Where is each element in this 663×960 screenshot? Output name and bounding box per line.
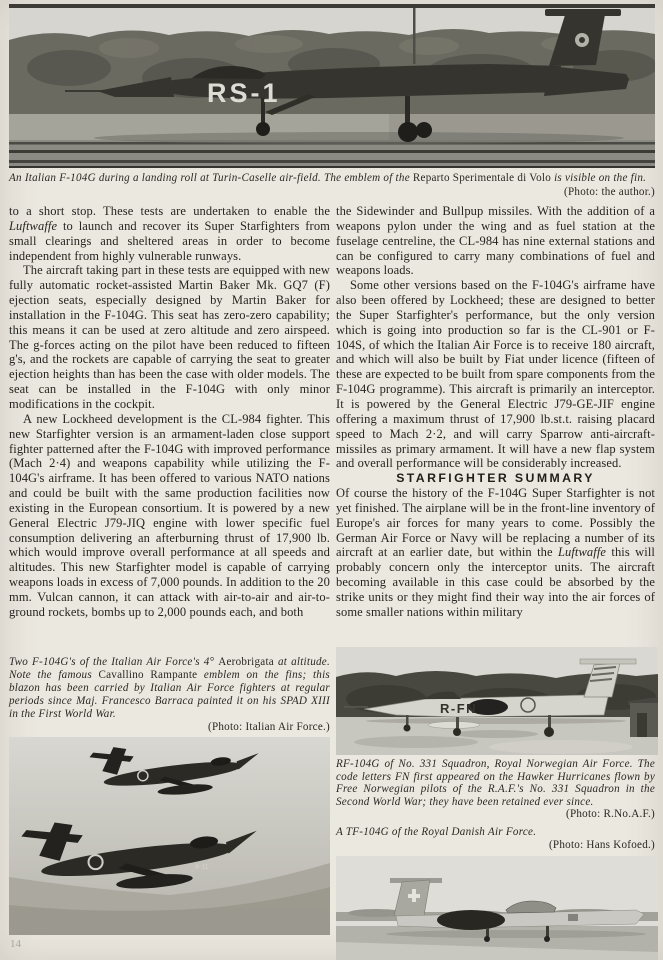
aircraft-shadow <box>366 718 626 724</box>
paragraph: the Sidewinder and Bullpup missiles. With the addition of a weapons pylon under the wing and as fuel station at the fuselage centreline, the CL-984 has nine external stations and can be configured to carry many combinations of fuel and weapons loads. <box>336 204 655 278</box>
paragraph: Some other versions based on the F-104G's airframe have also been offered by Lockheed; these are designed to better the Super Starfighter's performance, but the only version which is going into production so far is the CL-901 or F-104S, of which the Italian Air Force is to receive 180 aircraft, and which will also be built by Fiat under licence (fifteen of these are expected to be built from spare components from the F-104G programme). This aircraft is primarily an interceptor. It is powered by the General Electric J79-GE-JIF engine offering a maximum thrust of 17,900 lb.st.t. raising placard speed to Mach 2·2, and will carry Sparrow anti-aircraft-missiles as primary armament. It will have a new flap system and overall performance will be considerably increased. <box>336 278 655 471</box>
text-run: Cavallino Rampante <box>98 669 198 681</box>
text-run-italic: Luftwaffe <box>9 218 58 233</box>
caption-body: RF-104G of No. 331 Squadron, Royal Norwegian Air Force. The code letters FN first appeared on the Hawker Hurricanes flown by Free Norwegian pilots of the R.A.F.'s No. 331 Squadron in the Second World War; they have been retained ever since. <box>336 758 655 808</box>
top-photo-caption <box>9 172 655 199</box>
page-number: 14 <box>10 938 21 950</box>
photo-credit: (Photo: the author.) <box>564 186 655 198</box>
section-heading-starfighter-summary: STARFIGHTER SUMMARY <box>396 471 595 486</box>
aircraft-shadow <box>386 930 646 938</box>
paragraph: A new Lockheed development is the CL-984 fighter. This new Starfighter version is an armament-laden close support fighter patterned after the F-104G with improved performance (Mach 2·4) and weapons capability while utilizing the F-104G's airframe. It has been offered to various NATO nations and could be built with the same production facilities now existing in the European consortium. It is powered by a new General Electric J79-JIQ engine with lower specific fuel consumption delivering an afterburning thrust of 17,900 lb. which would improve overall performance at all speeds and altitudes. This new Starfighter model is capable of carrying weapons loads in excess of 7,000 pounds. In addition to the 20 mm. Vulcan cannon, it can attack with air-to-air and air-to-ground rockets, bombs up to 2,000 pounds each, and both <box>9 411 330 619</box>
photo-credit: (Photo: Hans Kofoed.) <box>548 838 655 851</box>
photo-credit: (Photo: R.No.A.F.) <box>566 808 655 820</box>
top-photo-art <box>9 4 655 168</box>
left-photo-art <box>9 737 330 935</box>
caption-text: is visible on the fin. <box>551 172 647 184</box>
antenna-pole <box>413 8 416 64</box>
right-photo-rf104g <box>336 647 658 755</box>
right-photo2-caption <box>336 826 655 851</box>
text-run: to a short stop. These tests are undertaken to enable the <box>9 204 330 218</box>
right-photo1-caption <box>336 758 655 821</box>
paragraph: The aircraft taking part in these tests are equipped with new fully automatic rocket-assisted Martin Baker Mk. GQ7 (F) ejection seats, especially designed by Martin Baker for installation in the F-104G. This seat has zero-zero capability; this means it can be used at zero altitude and zero airspeed. The g-forces acting on the pilot have been reduced to fifteen g's, and the rockets are capable of carrying the seat to greater ejection heights than has been the case with older models. The seat can be installed in the F-104G with only minor modifications in the cockpit. <box>9 263 330 411</box>
right-photo2-art <box>336 856 658 960</box>
text-run: at altitude. Note the famous <box>9 656 330 681</box>
text-run: Two F-104G's of the Italian Air Force's 4° <box>9 656 219 668</box>
text-run: Of course the history of the F-104G Super Starfighter is not yet finished. The airplane will be in the front-line inventory of Europe's air forces for many years to come. Possibly the German Air Force or Navy will be replacing a number of its aircraft at an earlier date, but within the <box>336 486 655 560</box>
paragraph <box>336 486 655 620</box>
left-column <box>9 204 330 620</box>
text-run: emblem on the fins; this blazon has been carried by Italian Air Force fighters at regular periods since Maj. Francesco Barraca painted it on his SPAD XIII in the First World War. <box>9 669 331 720</box>
top-photo-f104g-landing <box>9 4 655 168</box>
aircraft-marking-rs1: RS-1 <box>207 78 281 108</box>
photo-top-edge <box>9 4 655 8</box>
right-photo1-art <box>336 647 658 755</box>
text-run: this will probably concern only the interceptor units. The aircraft becoming available in this case could be absorbed by the strike units or they might find their way into the air forces of some smaller nations within military <box>336 545 655 619</box>
paragraph <box>9 204 330 263</box>
caption-body <box>9 656 330 721</box>
caption-roman: Reparto Sperimentale di Volo <box>412 172 552 184</box>
aircraft-shadow <box>94 132 624 144</box>
right-column <box>336 204 655 620</box>
text-run: Aerobrigata <box>218 656 274 668</box>
right-photo-tf104g-danish <box>336 856 658 960</box>
aircraft-marking-4-11: 4-11 <box>195 864 209 871</box>
left-photo-two-f104g-flight <box>9 737 330 935</box>
text-run: to launch and recover its Super Starfighters from small clearings and sheltered areas in order to become independent from highly vulnerable runways. <box>9 218 330 263</box>
left-photo-caption <box>9 656 330 734</box>
caption-body: A TF-104G of the Royal Danish Air Force. <box>336 826 537 838</box>
caption-text: An Italian F-104G during a landing roll at Turin-Caselle air-field. The emblem of the <box>9 172 413 184</box>
photo-credit: (Photo: Italian Air Force.) <box>208 721 330 733</box>
aircraft-marking-rfn: R-FN <box>440 701 478 716</box>
text-run-italic: Luftwaffe <box>557 545 607 560</box>
background-building <box>628 697 658 737</box>
